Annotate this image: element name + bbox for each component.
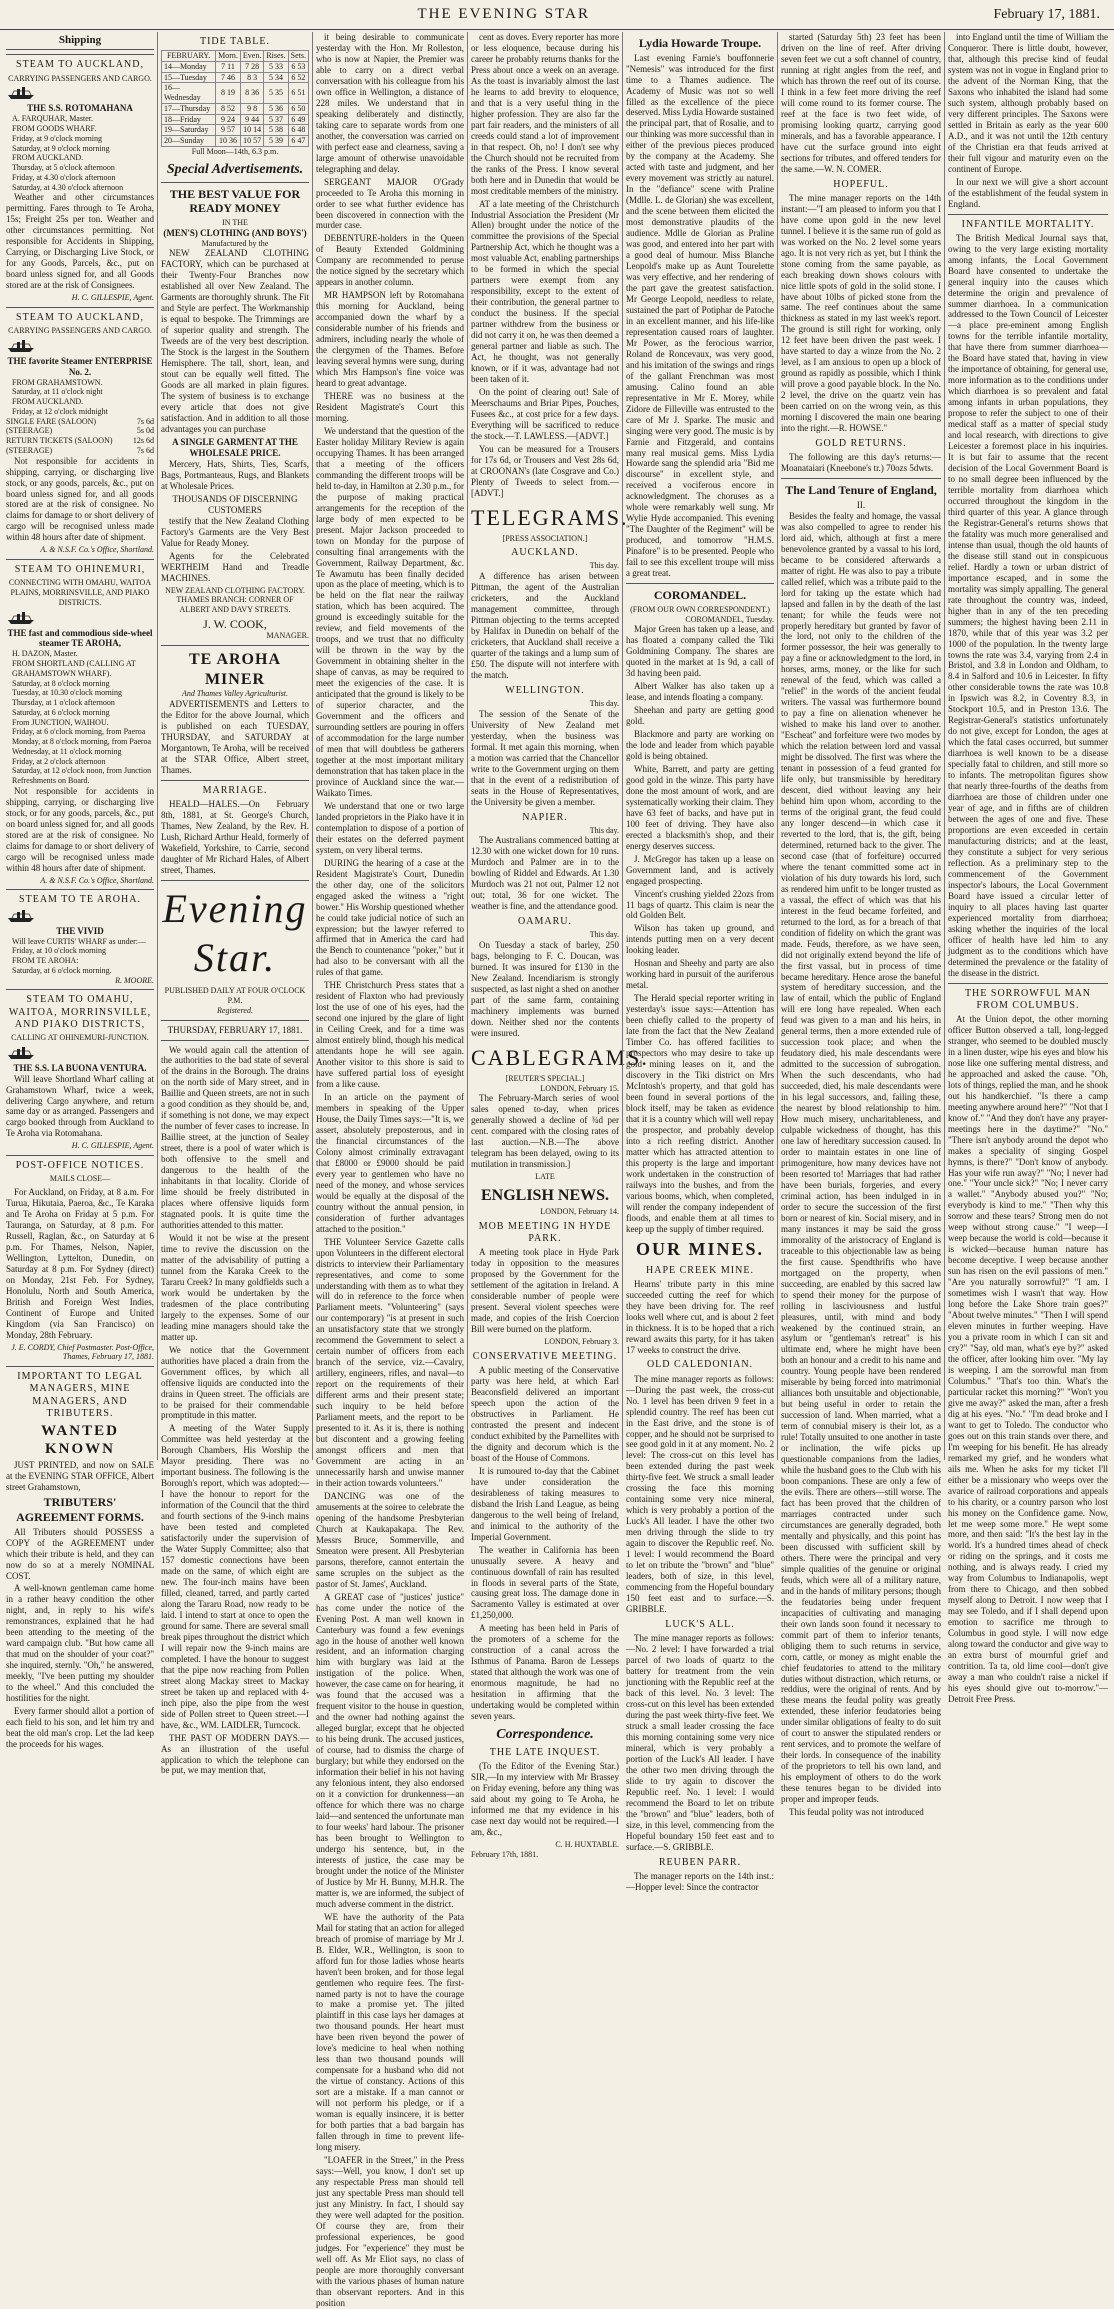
coromandel-source: (FROM OUR OWN CORRESPONDENT.): [630, 604, 770, 614]
article: The British Medical Journal says that, owing to the very large existing mortality among infants, the Local Government Board have consented to undertake the general inquiry into the causes which determine the origin and prevalence of summer diarrhoea. In a communication addressed to the Town Council of Leicester—a place pre-eminent among English towns for the terrible infantile mortality, that have there from summer diarrhoea—the Board have stated that, having in view the importance of obtaining, for general use, more information as to the conditions under which diarrhoea is so prevalent and fatal among infants in urban populations, they propose to refer the subject to one of their medical staff as a matter of special study and local research, with directions to give Leicester a foremost place in his inquiries. It is but fair to assume that the recent decision of the Local Government Board is to no small degree been influenced by the terrible mortality from diarrhoea which occurred throughout the kingdom in the third quarter of this year. A glance through the Registrar-General's returns shows that the fatality was much more generalised and intense than usual, though the old haunts of the disease still stand out in conspicuous relief. Hardly a town or urban district of importance escaped, and in some the mortality was simply appalling. The general rate throughout the country was, indeed, higher than in any of the ten preceding summers; the highest having been 2.11 in 1870, while that of this year was 3.2 per 1000 of the population. In the twenty large towns the rate was 3.4, varying from 2.4 in Bristol, and 3.8 in London and Oldham, to 8.4 in Salford and 10.6 in Leicester. In fifty other considerable towns the rate was 10.8 in Ipswich was 8.2, in Coventry 8.3, in Stockport 10.5, and in Preston 13.6. The Registrar-General's statistics unfortunately do not give, except for London, the ages at which the fatal cases occurred, but summer diarrhoea is well known to be a disease specially fatal to children, and still more so to infants. The metropolitan figures show that nearly three-fourths of the deaths from diarrhoea are those of children under one year of age, and in fifths are of children between the ages of one and five. These proportions are even exceeded in certain manufacturing districts; and at the least, they constitute a subject for very serious reflection. As a preliminary step to the commencement of the Government inspector's labours, the Local Government Board have issued a circular letter of inquiry to all places having last quarter experienced mortality from diarrhoea; asking whether the inquiries of the local officer of health have led him to any judgment as to the conditions which have determined the prevalence or the fatality of the disease in the district.: [948, 232, 1108, 978]
notice-body: For Auckland, on Friday, at 8 a.m. For Turua, Hikutaia, Paeroa, &c., Te Karaka and Te Aroha on Friday at 5 p.m. For Tauranga, on Saturday, at 8 p.m. For Russell, Raglan, &c., on Saturday at 6 p.m. For Thames, Nelson, Napier, Wellington, Lyttelton, Dunedin, on Saturday at 8 p.m. For Sydney (direct) on Monday, 21st Feb. For Sydney, Honolulu, North and South America, British and Foreign West Indies, Continent of Europe and United Kingdom (via San Francisco) on Monday, 28th February.: [6, 1187, 154, 1340]
late-label: LATE: [535, 1172, 555, 1182]
branch-address: THAMES BRANCH: CORNER OF ALBERT AND DAVY STREETS.: [176, 595, 294, 615]
tide-cell: 7 28: [240, 61, 263, 72]
section-divider: [6, 1155, 154, 1156]
notice-heading: STEAM TO TE AROHA.: [19, 894, 141, 906]
article: "LOAFER in the Street," in the Press says:—Well, you know, I don't set up any respectable Press man should tell just any spectable Press man should tell just any Ministry. In fact, I should say they were well adapted for the position. Of course they are, from their professional experiences, be good judges. For "experience" they must be well off. As Mr Eliot says, no class of people are more thoroughly conversant with the various phases of human nature than observant reporters. And in this position: [316, 2155, 464, 2308]
dateline: LONDON, February 15.: [540, 1083, 619, 1093]
schedule-line: A. FARQUHAR, Master.: [12, 114, 93, 124]
column-divider: [777, 32, 778, 1460]
dateline: This day.: [589, 825, 619, 835]
hopeful-heading: HOPEFUL.: [833, 178, 889, 190]
article: Wilson has taken up ground, and intends putting men on a very decent looking leader.: [626, 923, 774, 956]
dateline: LONDON, February 14.: [540, 1207, 619, 1217]
tide-cell: 20—Sunday: [162, 136, 216, 147]
article: Major Green has taken up a lease, and has floated a company called the Tiki Goldmining Company. The shares are quoted in the market at 1s 9d, a call of 3d having been paid.: [626, 624, 774, 679]
tide-cell: 9 24: [216, 114, 241, 125]
tide-cell: 16—Wednesday: [162, 83, 216, 104]
column-divider: [467, 32, 468, 1460]
article: into England until the time of William the Conqueror. There is little doubt, however, that, although this precise kind of feudal system was not in vogue in England prior to the advent of the Norman King, that the Saxons who inhabited the island had some such system, although probably based on very different principles. The Saxons were settled in Britain as early as the year 600 A.D., and it was not until the 12th century of the Christian era that feuds arrived at their full vigour and maturity even on the continent of Europe.: [948, 32, 1108, 174]
schedule-line: FROM SHORTLAND (CALLING AT GRAHAMSTOWN WHARF).: [12, 659, 136, 678]
article: THE Volunteer Service Gazette calls upon Volunteers in the different electoral districts to interview their Parliamentary representatives, and come to some understanding with them as to what they will do in reference to the force when Parliament meets. "Volunteering" (says our contemporary) "is at present in such an unsatisfactory state that we strongly recommend the Government to select a certain number of officers from each branch of the service, viz.—Cavalry, artillery, engineers, rifles, and naval—to report on the requirements of their different arms and their present state; such inquiry to be held before Parliament meets, and the report to be presented to it. As it is, there is nothing but discontent and a growing feeling amongst officers and men that Government are acting in an unnecessarily harsh and unwise manner in their action towards volunteers.": [316, 1236, 464, 1488]
section-divider: [6, 889, 154, 890]
vessel-name: THE S.S. LA BUONA VENTURA.: [13, 1062, 147, 1073]
notice-body: Every farmer should allot a portion of each field to his son, and let him try and beat the old man's crop. Let the lad keep the proceeds for his wages.: [6, 1706, 154, 1750]
article: The mine manager reports as follows:—During the past week, the cross-cut No. 1 level has been driven 9 feet in a splendid country. The reef has been cut in the East drive, and the stone is of copper, and he should not be surprised to see good gold in it at any moment. No. 2 level: The cross-cut on this level has been extended during the past week thirty-five feet. We struck a small leader crossing the face this morning containing some very nice mineral, which is very probably a portion of the Luck's All leader. I have the other two men driving through the slide to try again to discover the Republic reef. No. 1 level: I would recommend the Board to let on tribute the "brown" and "blue" leaders, both of size, in this level, commencing from the Hopeful boundary 150 feet east and to surface.—S. GRIBBLE.: [626, 1373, 774, 1615]
tide-cell: 10 14: [240, 125, 263, 136]
fare-price: 12s 6d: [132, 436, 154, 446]
article: Vincent's crushing yielded 22ozs from 11 bags of quartz. This claim is near the old Golden Belt.: [626, 888, 774, 921]
tide-cell: 9 44: [240, 114, 263, 125]
notice-signature: J. E. CORDY, Chief Postmaster. Post-Office, Thames, February 17, 1881.: [11, 1342, 154, 1362]
vessel-name: THE S.S. ROTOMAHANA: [27, 103, 133, 114]
schedule-line: From JUNCTION, WAIHOU.: [12, 717, 109, 727]
notice-body: Not responsible for accidents in shipping, carrying, or discharging live stock, or for any goods, parcels, &c., put on board unless signed for, and all goods stored are at the risk of consignee. No claims for damage to or short delivery of cargo will be recognised unless made within 48 hours after date of shipment.: [6, 785, 154, 873]
coromandel-heading: COROMANDEL.: [653, 588, 747, 603]
editorial-drains: We would again call the attention of the authorities to the bad state of several of the drains in the Borough. The drains on the north side of Mary street, and in Baillie and Queen streets, are not in such a good condition as they should be, and, if something is not done, we may expect the number of fever cases to increase. In Baillie street, at the junction of Sealey street, there is a pool of water which is both offensive to the smell and dangerous to the health of the inhabitants in that locality. Cloride of lime should be freely distributed in places where offensive liquids form stagnated pools. It is quite time the authorities attended to this matter.: [161, 1044, 309, 1231]
fare-row: [6, 417, 154, 427]
tide-row: [162, 103, 309, 114]
article: Last evening Farnie's bouffonnerie "Nemesis" was introduced for the first time to a Thames audience. The Academy of Music was not so well filled as the excellence of the piece deserved. Miss Lydia Howarde sustained the principal part, that of Rosalie, and to our thinking was more successful than in either of the previous pieces produced by the company at the Academy. She acted with taste and judgment, and her every movement was strictly au naturel. In the "defiance" scene with Praline (Mdlle. L. de Glorian) she was excellent, and the scene between them elicited the most demonstrative plaudits of the audience. Mdlle de Glorian as Praline was good, and entered into her part with a good deal of humour. Miss Blanche Leopold's make up as Aunt Tourelette was very effective, and her rendering of the part gave the greatest satisfaction. Mr George Leopold, needless to relate, sustained the part of Potiphar de Patoche in an excellent manner, and his life-like representation caused roars of laughter. Mr Power, as the ferocious warrior, Roland de Roncevaux, was very good, and his imitation of the swings and rings of the gallant Frenchman was most amusing. Calino found an able representative in Mr E. Morey, while Zidore de Filleville was entrusted to the care of Mr J. Sparke. The music and singing were very good. The music is by Farnie and Fitzgerald, and contains many real musical gems. Miss Lydia Howarde sang the splendid aria "Bid me discourse" in excellent style, and received a vociferous encore in acknowledgment. The choruses as a whole were remarkably well sung. Mr Wylie Hyde accompanied. This evening "The Daughter of the Regiment" will be produced, and tomorrow "H.M.S. Pinafore" is to be presented. People who fail to see this excellent troupe will miss a great treat.: [626, 52, 774, 579]
column-3: [316, 32, 464, 2308]
miner-body: ADVERTISEMENTS and Letters to the Editor for the above Journal, which is published on each TUESDAY, THURSDAY, and SATURDAY at Morgantown, Te Aroha, will be received at the STAR Office, Albert street, Thames.: [161, 698, 309, 775]
article: We understand that one or two large landed proprietors in the Piako have it in contemplation to dispose of a portion of their estates on the deferred payment system, on very liberal terms.: [316, 800, 464, 855]
correspondence-heading: Correspondence.: [496, 1727, 594, 1743]
schedule-line: FROM TE AROHA:: [12, 956, 79, 966]
tide-cell: 15—Tuesday: [162, 72, 216, 83]
notice-subheading: CALLING AT OHINEMURI-JUNCTION.: [11, 1032, 149, 1042]
dateline: This day.: [589, 561, 619, 571]
schedule-line: Monday, at 8 o'clock morning, from Paeroa: [12, 737, 152, 747]
article: This feudal polity was not introduced: [789, 1807, 924, 1818]
notice-signature: H. C. GILLESPIE, Agent.: [71, 293, 154, 302]
article: Sheehan and party are getting good gold.: [626, 705, 774, 726]
fare-row: [6, 446, 154, 456]
shipping-heading: Shipping: [6, 34, 154, 50]
tide-cell: 14—Monday: [162, 61, 216, 72]
schedule-line: Saturday, at 6 o'clock morning.: [12, 965, 112, 975]
sorrowful-man-heading: THE SORROWFUL MAN FROM COLUMBUS.: [964, 987, 1092, 1011]
tide-cell: 18—Friday: [162, 114, 216, 125]
fare-row: [6, 426, 154, 436]
tide-cell: 19—Saturday: [162, 125, 216, 136]
article: THERE was no business at the Resident Magistrate's Court this morning.: [316, 391, 464, 423]
tide-cell: 7 11: [216, 61, 241, 72]
mob-meeting-heading: MOB MEETING IN HYDE PARK.: [478, 1221, 612, 1245]
article: Hearns' tribute party in this mine succeeded cutting the reef for which they have been driving for. The reef looks well where cut, and is about 2 feet in thickness. It is to be hoped that a rich reward awaits this party, for it has taken 17 weeks to construct the drive.: [626, 1278, 774, 1355]
article: AT a late meeting of the Christchurch Industrial Association the President (Mr Allen) brought under the notice of the committee the provisions of the Special Partnership Act, which he thought was a most valuable Act, enabling partnerships to be formed in which the special partners were exempt from any responsibility, except to the extent of their contribution, the general partner to conduct the business. If the special partner withdrew from the business or did not carry it on, he was then deemed a general partner and liable as such. The Act, he thought, was not generally known, or if it was, advantage had not been taken of it.: [471, 198, 619, 385]
cablegrams-source: [REUTER'S SPECIAL.]: [505, 1073, 585, 1083]
editorial-government: We notice that the Government authorities have placed a drain from the Government offices, by which all offensive liquids are conducted into the drains in Queen street. The officials are to be praised for their commendable promptitude in this matter.: [161, 1344, 309, 1421]
article: Blackmore and party are working on the lode and leader from which payable gold is being obtained.: [626, 728, 774, 761]
tide-row: [162, 72, 309, 83]
tide-cell: 5 38: [264, 125, 288, 136]
english-news-heading: ENGLISH NEWS.: [480, 1186, 610, 1204]
article: At the Union depot, the other morning officer Button observed a tall, long-legged stranger, who seemed to be doubled muscly in a linen duster, wipe his eyes and blow his nose like one suffering mental distress, and he approached and asked the cause. "Oh, lots of things, replied the man, and he shook out his handkerchief. "Is there a camp meeting anywhere around here?" "Not that I know of." "And they don't have any prayer-meetings here in the daytime?" "No." "There isn't anybody around the depot who makes a speciality of singing Gospel hymns, is there?" "Don't know of anybody. Has your wife run away?" "No; I never had one." "Your uncle sick?" "No; I never carry a wallet." "Anybody abused you?" "No; everybody is kind to me." "Then why this sorrow and these tears? Strong men do not weep without strong cause." "I weep—I weep because the world is cold—because it is wicked—because human nature has become deceptive. I weep because another sun has risen on the evil passions of men." "Are you naturally sorrowful?" "I am. I sometimes wish I wasn't that way. How long before the Lake Shore train goes?" "About twelve minutes." "Then I will spend eleven minutes in further weeping. Have you a private room in which I can sit and cry?" "Say, old man, what's eye by?" asked the officer, after looking him over. "My lay is weeping. I am the sorrowful man from Columbus." "That's too thin. What's the particular racket this morning?" "Won't you give me away?" asked the man, after a fresh dig at his eyes. "No." "I'm dead broke and I want to get to Toledo. The conductor who goes out on this train stands over there, and I'm weeping for his benefit. He has already remarked my grief, and he wonders what ails me. When he asks for my ticket I'll either be a missionary who weeps over the avarice of railroad corporations and appeals to his charity, or a country parson who lost his money on the Confidence game. Now, let me weep some more." He wept some more, and then said: "It's the best lay in the world. It's a hundred times ahead of check or riding on the springs, and it costs me nothing, and is always ready. I cried my way from Columbus to Indianapolis, wept from there to Chicago, and then sobbed myself along to Detroit. I now weep that I may see Toledo, and if I shall depend upon emotion to sacrifice me through to Columbus in good style. I will now edge along toward the conductor and give way to an extra burst of mournful grief and contrition. Ta ta, old lime cool—don't give away a man who couldn't raise a nickel if his eyes should give out to-morrow."—Detroit Free Press.: [948, 1013, 1108, 1704]
article: A GREAT case of "justices' justice" has come under the notice of the Evening Post. A man well known in Canterbury was found a few evenings ago in the house of another well known resident, and an information charging him with burglary was laid at the instigation of the police. When, however, the case came on for hearing, it was found that the accused was a frequent visitor to the house in question, and the owner had nothing against the alleged burglar, except that he objected to his being drunk. The accused justices, of course, had to dismiss the charge of burglary; but while they endorsed on the information their belief in his not having any felonious intent, they also endorsed on it a conviction for drunkenness—an offence for which there was no charge laid—and sentenced the unfortunate man to four weeks' hard labour. The prisoner has been brought to Wellington to undergo his sentence, but, in the interests of justice, the case may be brought under the notice of the Minister of Justice by Mr H. Bunny, M.H.R. The matter is, we are informed, the subject of much adverse comment in the district.: [316, 1591, 464, 1909]
schedule-line: Friday, at 10 o'clock morning: [12, 946, 107, 956]
troupe-heading: Lydia Howarde Troupe.: [638, 36, 762, 50]
tide-cell: 8 19: [216, 83, 241, 104]
schedule-line: Friday, at 12 o'clock midnight: [12, 406, 108, 416]
article: White, Barrett, and party are getting good gold in the winze. This party have done the most amount of work, and are systematically working their claim. They have 63 feet of backs, and have put in 100 feet of driving. They have also erected a blacksmith's shop, and their energy deserves success.: [626, 763, 774, 851]
notice-subheading: MAILS CLOSE—: [49, 1174, 111, 1184]
schedule-line: Saturday, at 8 o'clock morning: [12, 678, 110, 688]
land-tenure-part: II.: [856, 499, 866, 510]
marriage-notice: HEALD—HALES.—On February 8th, 1881, at St. George's Church, Thames, New Zealand, by the Rev. H. Lush, Richard Arthur Heald, formerly of Wakefield, Yorkshire, to Carrie, second daughter of Mr Richard Hales, of Albert street, Thames.: [161, 798, 309, 875]
tide-row: [162, 61, 309, 72]
fare-label: (STEERAGE): [6, 426, 53, 436]
tide-cell: 5 39: [264, 136, 288, 147]
column-4: [471, 32, 649, 1859]
star-published: PUBLISHED DAILY AT FOUR O'CLOCK P.M.: [164, 986, 306, 1006]
tide-header-cell: Rises.: [264, 51, 288, 62]
fare-price: 5s 0d: [136, 426, 154, 436]
article: The weather in California has been unusually severe. A heavy and continuous downfall of rain has resulted in floods in several parts of the State, causing great loss. The damage done in Sacramento Valley is estimated at over £1,250,000.: [471, 1544, 619, 1621]
article: We understand that the question of the Easter holiday Military Review is again occupying Thames. It has been arranged that a meeting of the officers commanding the different troops will be held to-day, in Hamilton at 2.30 p.m., for the purpose of making practical arrangements for the reception of the large body of men expected to be present. Major Jackson proceeded to town on Monday for the purpose of consulting final arrangements with the Government, Railway Department, &c. Te Awamutu has been finally decided upon as the place of meeting, which is to be held on the flat near the railway station, which has been acquired. The ground is exceedingly suitable for the review, and field movements of the troops, and we trust that no difficulty will be thrown in the way by the Government in obtaining shelter in the shape of canvas, as may be required to meet the exigencies of the case. It is anticipated that the ground is likely to be of superior character, and the Government and the officers and surrounding settlers are pouring in offers of accommodation for the large number of men that will doubtless be gatherers together at the most important military demonstration that has taken place in the province of Auckland since the war.—Waikato Times.: [316, 425, 464, 798]
section-divider: [6, 1366, 154, 1367]
clothing-ad-single: A SINGLE GARMENT AT THE WHOLESALE PRICE.: [172, 436, 298, 458]
schedule-line: Friday, at 4.30 o'clock afternoon: [12, 172, 116, 182]
article: In an article on the payment of members in speaking of the Upper House, the Daily Times says:—"It is, we assert, absolutely preposterous, and in the financial circumstances of the Colony almost criminally extravagant that £8000 or £9000 should be paid every year to gentlemen who have no need of the money, and whose services would be equally at the disposal of the country without the annual pension, in consideration of further advantages attached to the position.": [316, 1092, 464, 1234]
tide-cell: 6 50: [288, 103, 308, 114]
tributers-forms-heading: TRIBUTERS' AGREEMENT FORMS.: [16, 1495, 144, 1524]
fare-row: [6, 436, 154, 446]
napier-heading: NAPIER.: [522, 811, 568, 823]
conservative-heading: CONSERVATIVE MEETING.: [472, 1350, 618, 1362]
article: cent as doves. Every reporter has more or less eloquence, because during his career he probably returns thanks for the Press about once a week on an average. As the toast is invariably almost the last he learns to add brevity to eloquence, and that is a very useful thing in the higher profession. They are also far the part fair readers, and the ministers of all creeds could stand a lot of improvement in that respect. Oh, no! I don't see why the Church should not be recruited from the ranks of the Press. I know several both here and in Dunedin that would be most creditable members of the ministry.: [471, 32, 619, 196]
article: started (Saturday 5th) 23 feet has been driven on the line of reef. After driving seven feet we cut a soft channel of country, running at right angles from the reef, and which has thrown the reef out of its course. I think in a few feet more driving the reef will come round to its former course. The reef at the face is two feet wide, of promising looking quartz, carrying good minerals, and has a favorable appearance. I have cut the surface ground into eight sections for tributes, and offered tenders for the same.—W. N. COMER.: [781, 32, 941, 174]
section-divider: [6, 559, 154, 560]
steamship-icon: [6, 345, 36, 355]
column-2: [161, 32, 309, 1776]
schedule-line: Thursday, at 1 o'clock afternoon: [12, 698, 115, 708]
tide-cell: 6 49: [288, 114, 308, 125]
clothing-ad-heading: THE BEST VALUE FOR READY MONEY: [169, 186, 301, 216]
schedule-line: H. DAZON, Master.: [12, 649, 78, 659]
schedule-line: Thursday, at 5 o'clock afternoon: [12, 163, 115, 173]
tide-cell: 17—Thursday: [162, 103, 216, 114]
star-registered: Registered.: [217, 1005, 253, 1015]
tide-cell: 6 48: [288, 125, 308, 136]
fare-price: 7s 6d: [136, 445, 154, 455]
steamship-icon: [6, 617, 36, 627]
article: The following are this day's returns:—Moanataiari (Kneebone's tr.) 70ozs 5dwts.: [781, 452, 941, 474]
steamship-icon: [6, 1052, 36, 1062]
notice-body: Weather and other circumstances permitting. Fares through to Te Aroha, 15s; Freight 25s per ton. Weather and other circumstances permitting. Not responsible for Accidents in Shipping, Carrying, or Discharging Live Stock, or for any Goods, Parcels, &c., put on board unless signed for, and all Goods stored are at the risk of Consignees.: [6, 192, 154, 291]
schedule-line: Wednesday, at 11 o'clock morning: [12, 746, 122, 756]
tide-cell: 5 37: [264, 114, 288, 125]
tide-cell: 10 36: [216, 136, 241, 147]
notice-signature: A. & N.S.F. Co.'s Office, Shortland.: [40, 875, 154, 885]
column-5: [626, 32, 774, 1892]
editorial-telephone: THE PAST OF MODERN DAYS.—As an illustration of the useful application to which the telephone can be put, we may mention that,: [161, 1732, 309, 1776]
masthead: [0, 0, 1114, 30]
tide-cell: 10 57: [240, 136, 263, 147]
tide-cell: 9 57: [216, 125, 241, 136]
article: You can be measured for a Trousers for 17s 6d, or Trousers and Vest 28s 6d, at CROONAN's (late Cosgrave and Co.) Plenty of Tweeds to select from.—[ADVT.]: [471, 443, 619, 498]
article: Besides the fealty and homage, the vassal was also compelled to agree to render his lord aid, which, although at first a mere benevolence granted by a vassal to his lord, became to be considered afterwards a matter of right. He was also to pay a tribute called relief, which was a tribute paid to the lord for taking up the estate which had lapsed and fallen in by the death of the last tenant; for while the feuds were not properly hereditary but granted by favor of the lord, not only to the children of the former possessor, the heir was generally to pay a fine or acknowledgment to the lord, in horses, arms, money, or the like for such renewal of the feud, which was called a "relief" in the words of the ancient feudal writers. The vassal was furthermore bound to pay a fine on alienation whenever he wished to make his land over to another. "Escheat" and forfeiture were two modes by which the relation between lord and vassal might be dissolved. The first was where the tenant in possession of a feud granted for life only, but transmissible by hereditary descent, died without leaving any heir behind him upon whom, according to the terms of the original grant, the feud could any longer descend—in which case it reverted to the lord, that is, the gift, being determined, returned back to the giver. The second case (that of forfeiture) occurred where the tenant committed some act in violation of his duty towards his lord, such as rendered him unfit to be longer trusted as a vassal, the effect of which was that his interest in the feud became forfeited, and returned to the lord, as for a breach of that condition of fidelity on which the grant was made. Feuds, therefore, as we have seen, did not originally extend beyond the life of the first vassal, but in process of time became hereditary. Hence arose the baneful system of hereditary succession, and the law of entail, which the public of England will ere long have repealed. When each feud was given to a man and his heirs, in general terms, then a more extended rule of succession took place; and when the feudatory died, his male descendants were admitted to the succession of subrogation. When the such descendants, who had succeeded, died, his male descendants were in his legal successors, and, failing these, the nearest by blood relationship to him. How much misery, uncharitableness, and culpable wickedness of thought, has this one law of hereditary succession caused. In order to maintain estates in one line of primogeniture, how many devices have not been resorted to! Marriages that had rather have been burials, forgeries, and every criminal action, has been indulged in in order to secure the succession of the first born or nearest of kin. Social misery, and in many instances it may be said the gross immorality of the aristocracy of England is traceable to this objectionable law as being the first cause. Spendthrifts who have mortgaged on the property, when succeeding, are enabled by this sacred law to spend their money for the purpose of rolling in lasciviousness and lustful pleasures, until, with mind and body weakened by the continued strain, an asylum or "gentleman's retreat" is his ultimate end, where he might have been both an honour and a credit to his name and country. Young people have been rendered miserable by being forced into matrimonial alliances both unsuitable and objectionable, but being useful in order to retain the succession of land. When married, what a term of connubial misery is their lot, as a rule! Totally unsuited to one another in taste or inclination, the wife picks up questionable companions from the ladies, while the husband goes to the Club with his boon companions. These are only a few of the evils. There are others—still worse. The fact has been proved that the children of marriages contracted under such circumstances are generally degraded, both mentally and physically, and this point has been discussed with sufficient skill by others. There were the principal and very simple qualities of the genuine or original feuds, which were all of a military nature, and in the hands of military persons; though the feudatories being under frequent incapacities of cultivating and managing their own lands soon found it necessary to commit part of them to inferior tenants, obliging them to such returns in service, corn, cattle, or money as might enable the chief feudatories to attend to the military duties without distraction, which returns, or reddius, were the original of rents. And by these means the feudal polity was greatly extended, these inferior feudatories being under similar obligations of fealty to do suit of court to answer the stipulated renders or rent services, and to promote the welfare of their lords. In consequence of the inability of the proprietors to tell his own land, and his employment of others to do the work these tenures began to be divided into proper and improper feuds.: [781, 510, 941, 1805]
article: DEBENTURE-holders in the Queen of Beauty Extended Goldmining Company are recommended to peruse the notice signed by the secretary which appears in another column.: [316, 233, 464, 288]
clothing-ad-manufactured: Manufactured by the: [201, 238, 269, 248]
notice-body: Not responsible for accidents in shipping, carrying, or discharging live stock, or any goods, parcels, &c., put on board unless signed for, and all goods stored are at the risk of consignee. No claims for damage to or short delivery of cargo will be recognised unless made within 48 hours after date of shipment.: [6, 455, 154, 543]
notice-heading: POST-OFFICE NOTICES.: [15, 1160, 145, 1172]
schedule-line: Saturday, at 12 o'clock noon, from Junction: [12, 766, 152, 776]
article: DANCING was one of the amusements at the soiree to celebrate the opening of the handsome Presbyterian Church at Kaukapakapa. The Rev. Messrs Bruce, Sommerville, and Smeaton were present. All Presbyterian parsons, therefore, cannot entertain the same scruples on the subject as the pastor of St. James', Auckland.: [316, 1490, 464, 1589]
reuben-parr-heading: REUBEN PARR.: [658, 1856, 742, 1868]
tide-table: [161, 50, 309, 147]
letter: (To the Editor of the Evening Star.) SIR,—In my interview with Mr Brassey on Friday evening, before any thing was said about my going to Te Aroha, he informed me that my evidence in his case next day would not be required.—I am, &c.,: [471, 1761, 619, 1838]
article: The Herald special reporter writing in yesterday's issue says:—Attention has been chiefly called to the property of late from the fact that the New Zealand Timber Co. has offered facilities to prospectors who may desire to take up gold mining leases on it, and the discovery in the Tiki district on Mrs McIntosh's property, and that gold has been found in several portions of the block itself, may be taken as evidence that it is a country which will well repay the prospector, and probably develop into a rich reefing district. Another matter which has attracted attention to this property is the large and important work undertaken in the construction of railways into the bushes, and from the various booms, which, when completed, will render the company independent of floods, and enable them at all times to keep up the supply of timber required.: [626, 993, 774, 1234]
miner-title: TE AROHA MINER: [188, 651, 281, 688]
fare-price: 7s 6d: [136, 416, 154, 426]
schedule-line: Refreshments on Board.: [12, 776, 90, 786]
letter-signature: C. H. HUXTABLE.: [555, 1840, 619, 1850]
clothing-ad-body: NEW ZEALAND CLOTHING FACTORY, which can be purchased at their Twenty-Four Branches now established all over New Zealand. The Garments are thoroughly shrunk. The Fit and Style are perfect. The Workmanship is equal to bespoke. The Trimmings are of superior quality and strength. The Tweeds are of the very best description. The Stock is the largest in the Southern Hemisphere. The tall, short, lean, and stout can be equally well fitted. The Goods are all marked in plain figures. The system of business is to exchange every article that does not give satisfaction. And in addition to all those advantages you can purchase: [161, 248, 309, 434]
special-ads-heading: Special Advertisements.: [166, 161, 304, 177]
oamaru-heading: OAMARU.: [518, 916, 572, 928]
evening-star-title: Evening Star.: [162, 885, 308, 980]
article: On Tuesday a stack of barley, 250 bags, belonging to F. C. Doucan, was burned. It was insured for £130 in the New Zealand. Incendiarism is strongly suspected, as last night a shed on another part of the same farm, containing machinery implements was burned down. Neither shed nor the contents were insured.: [471, 940, 619, 1038]
article: A meeting has been held in Paris of the promoters of a scheme for the construction of a canal across the Isthmus of Panama. Baron de Lesseps stated that although the work was one of enormous magnitude, he had no hesitation in affirming that the undertaking would be completed within seven years.: [471, 1623, 619, 1722]
column-6: [781, 32, 941, 1818]
newspaper-title: THE EVENING STAR: [417, 6, 590, 22]
column-7: [948, 32, 1108, 1704]
column-shipping: [6, 32, 154, 1750]
schedule-line: Friday, at 2 o'clock afternoon: [12, 756, 106, 766]
telegrams-source: [PRESS ASSOCIATION.]: [502, 533, 588, 543]
tide-cell: 5 34: [264, 72, 288, 83]
dateline: This day.: [589, 930, 619, 940]
schedule-line: Saturday, at 6 o'clock morning: [12, 707, 110, 717]
notice-heading: IMPORTANT TO LEGAL MANAGERS, MINE MANAGERS, AND TRIBUTERS.: [17, 1371, 143, 1419]
tide-cell: 5 33: [264, 61, 288, 72]
hape-creek-heading: HAPE CREEK MINE.: [646, 1264, 754, 1276]
article: The Australians commenced batting at 12.30 with one wicket down for 10 runs. Murdoch and Palmer are in to the bowling of Riddel and Edwards. At 1.30 Murdoch was 21 not out, Palmer 12 not out; total, 36 for one wicket. The weather is fine, and the attendance good.: [471, 835, 619, 912]
old-caledonian-heading: OLD CALEDONIAN.: [646, 1359, 754, 1371]
tide-cell: 5 36: [264, 103, 288, 114]
issue-date: THURSDAY, FEBRUARY 17, 1881.: [167, 1024, 303, 1035]
wellington-heading: WELLINGTON.: [505, 684, 585, 696]
dateline: This day.: [589, 699, 619, 709]
clothing-ad-thousands: THOUSANDS OF DISCERNING CUSTOMERS: [172, 493, 298, 515]
article: Albert Walker has also taken up a lease, and intends floating a company.: [626, 681, 774, 703]
tide-cell: 8 3: [240, 72, 263, 83]
schedule-line: FROM GOODS WHARF.: [12, 124, 97, 134]
notice-signature: H. C. GILLESPIE, Agent.: [71, 1141, 154, 1151]
schedule-line: FROM AUCKLAND.: [12, 153, 84, 163]
tide-cell: 8 52: [216, 103, 241, 114]
section-divider: [6, 54, 154, 55]
vessel-name: THE fast and commodious side-wheel steamer TE AROHA,: [7, 627, 153, 649]
notice-heading: STEAM TO OMAHU, WAITOA, MORRINSVILLE, AND PIAKO DISTRICTS,: [8, 994, 152, 1030]
tide-row: [162, 136, 309, 147]
editorial-tunnel: Would it not be wise at the present time to revive the discussion on the matter of the advisability of putting a tunnel from the Karaka Creek to the Tararu Creek? In many goldfields such a work would be undertaken by the tradesmen of the place contributing largely to the expenses. Some of our leading mine managers should take the matter up.: [161, 1232, 309, 1342]
auckland-heading: AUCKLAND.: [511, 547, 579, 559]
fare-label: SINGLE FARE (SALOON): [6, 416, 97, 426]
manager-title: MANAGER.: [266, 631, 309, 641]
schedule-line: FROM AUCKLAND.: [12, 397, 84, 407]
schedule-line: FROM GRAHAMSTOWN.: [12, 377, 103, 387]
telegrams-heading: TELEGRAMS.: [471, 504, 629, 530]
notice-body: A well-known gentleman came home in a rather heavy condition the other night, and, in reply to his wife's remonstrances, explained that he had been attending to the meeting of the ward campaign club. "But how came all that mud on the shoulder of your coat?" she inquired, sternly. "Oh," he answered, meekly, "I've been putting my shoulder to the wheel." And this concluded the hostilities for the night.: [6, 1583, 154, 1704]
article: On the point of clearing out! Sale of Meerschaums and Briar Pipes, Pouches, Fusees &c., at cost price for a few days. Everything will be sacrificed to reduce the stock.—T. LAWLESS.—[ADVT.]: [471, 387, 619, 441]
clothing-ad-subheading: (MEN'S) CLOTHING (AND BOYS'): [163, 227, 307, 238]
clothing-ad-mercery: Mercery, Hats, Shirts, Ties, Scarfs, Bags, Portmanteaus, Rugs, and Blankets at Wholesale Prices.: [161, 458, 309, 491]
tide-header-cell: Morn.: [216, 51, 241, 62]
land-tenure-heading: The Land Tenure of England,: [785, 483, 937, 498]
notice-heading: STEAM TO OHINEMURI,: [14, 564, 146, 576]
article: Hosnan and Sheehy and party are also working hard in pursuit of the auriferous metal.: [626, 958, 774, 991]
article: MR HAMPSON left by Rotomahana this morning for Auckland, being accompanied down the wharf by a considerable number of his friends and admirers, including nearly the whole of the clergymen of the Thames. Before leaving several hymns were sung, during which Mrs Hampson's fine voice was heard to great advantage.: [316, 290, 464, 389]
tide-cell: 5 35: [264, 83, 288, 104]
notice-subheading: CONNECTING WITH OMAHU, WAITOA PLAINS, MORRINSVILLE, AND PIAKO DISTRICTS.: [8, 578, 152, 607]
column-divider: [312, 32, 313, 1460]
column-divider: [944, 32, 945, 1460]
marriage-heading: MARRIAGE.: [202, 784, 268, 796]
tide-row: [162, 83, 309, 104]
inquest-heading: THE LATE INQUEST.: [489, 1747, 601, 1759]
notice-signature: A. & N.S.F. Co.'s Office, Shortland.: [40, 545, 154, 555]
schedule-line: Friday, at 6 o'clock morning, from Paeroa: [12, 727, 146, 737]
cablegrams-heading: CABLEGRAMS.: [471, 1044, 649, 1070]
editorial-water: A meeting of the Water Supply Committee was held yesterday at the Borough Chambers, His Worship the Mayor presiding. There was no important business. The following is the Borough's report, which was adopted:— I have the honour to report for the information of the Council that the third and fourth sections of the 9-inch mains have been tested and completed satisfactorily under the supervision of the Water Supply Committee; also that 157 domestic connections have been made on the same, of which eight are new. The four-inch mains have been filled, cleaned, tarred, and partly carted along the Tararu Road, now ready to be laid. I intend to start at once to open the ground for same. There are several small break pipes throughout the district which I will repair now the 9-inch mains are completed. I have the honour to suggest that the pipe now reaching from Pollen street along Mackay street to Mackay street be taken up and replaced with 4-inch pipe, also the pipe from the west side of Pollen street to Queen street.—I have, &c., WM. LAIDLER, Turncock.: [161, 1423, 309, 1730]
article: The session of the Senate of the University of New Zealand met yesterday, when the business was formal. It met again this morning, when a motion was carried that the Chancellor write to the Government urging on them that in the event of a redistribution of seats in the House of Representatives, the University be given a member.: [471, 708, 619, 807]
tide-cell: 9 8: [240, 103, 263, 114]
section-divider: [6, 989, 154, 990]
infantile-heading: INFANTILE MORTALITY.: [961, 218, 1095, 230]
gold-returns-heading: GOLD RETURNS.: [815, 438, 907, 450]
article: The manager reports on the 14th inst.:—Hopper level: Since the contractor: [626, 1870, 774, 1892]
article: The mine manager reports on the 14th instant:—"I am pleased to inform you that I have come upon gold in the new level tunnel. I believe it is the same run of gold as was worked on the No. 2 level some years ago. It is not very rich as yet, but I think the stone coming from the same payable, as each breaking down shows colours with nice little spots of gold in the solid stone. I have about 10lbs of picked stone from the same. The reef continues about the same thickness as stated in my last week's report. The ground is still right for working, only 12 feet have been driven the past week. I have started to day a winze from the No. 2 level, as I am anxious to open up a block of ground as rapidly as possible, which I think will prove a good payable block. In the No. 2 level, the drive on the quartz vein has been carried on on the wrong vein, as this morning I discovered the main one bearing into the right.—R. HOWSE.": [781, 192, 941, 434]
schedule-line: Friday, at 9 o'clock morning: [12, 133, 103, 143]
notice-heading: STEAM TO AUCKLAND,: [16, 59, 144, 71]
fare-label: (STEERAGE): [6, 445, 53, 455]
tide-cell: 6 51: [288, 83, 308, 104]
notice-body: Will leave Shortland Wharf calling at Grahamstown Wharf, twice a week, delivering Cargo anywhere, and return same day or as arranged. Passengers and cargo booked through from Auckland to Te Aroha via Rotomahana.: [6, 1073, 154, 1139]
column-divider: [157, 32, 158, 1460]
manager-name: J. W. COOK,: [203, 616, 267, 631]
schedule-line: Will leave CURTIS' WHARF as under:—: [12, 936, 147, 946]
dateline: COROMANDEL, Tuesday.: [685, 614, 774, 624]
article: it being desirable to communicate yesterday with the Hon. Mr Rolleston, who is now at Napier, the Premier was able to carry on a direct verbal conversation with his colleague from his own office in Wellington, a distance of 228 miles. We understand that in speaking deliberately and distinctly, taking care to separate words from one another, the conversation was carried on with perfect ease and clearness, saving a large amount of otherwise unavoidable telegraphing and delay.: [316, 32, 464, 174]
lucks-all-heading: LUCK'S ALL.: [665, 1618, 735, 1630]
wanted-known-heading: WANTED KNOWN: [41, 1422, 119, 1458]
tide-note: Full Moon—14th, 6.3 p.m.: [191, 146, 279, 156]
vessel-name: THE VIVID: [56, 925, 104, 936]
tide-cell: 8 36: [240, 83, 263, 104]
notice-subheading: CARRYING PASSENGERS AND CARGO.: [8, 73, 152, 83]
masthead-date: February 17, 1881.: [993, 6, 1100, 22]
our-mines-heading: OUR MINES.: [635, 1238, 764, 1259]
tide-row: [162, 114, 309, 125]
article: SERGEANT MAJOR O'Grady proceeded to Te Aroha this morning in order to see what further evidence has been discovered in connection with the murder case.: [316, 176, 464, 231]
article: WE have the authority of the Pata Mail for stating that an action for alleged breach of promise of marriage by Mr J. B. Elder, W.R., Wellington, is soon to afford fun for those ladies whose hearts haven't been broken, and for those legal gentlemen who require fees. The first-named party is not to have the courage to make a promise yet. The jilted plaintiff in this case lays her damages at two thousand pounds. Her heart must have been riven beyond the power of love's medicine to heal when nothing less than two thousand pounds will compensate for a husband who did not the virtue of constancy. Actions of this sort are a mistake. If a man cannot or will not perform his pledge, or if a woman is equally insincere, it is better for both parties that a bad bargain has fallen through in time to prevent life-long misery.: [316, 1911, 464, 2153]
tide-cell: 6 47: [288, 136, 308, 147]
tide-header-cell: Sets.: [288, 51, 308, 62]
column-divider: [622, 32, 623, 1460]
miner-subtitle: And Thames Valley Agriculturist.: [181, 689, 289, 699]
clothing-ad-in: IN THE: [222, 218, 248, 228]
tide-cell: 6 53: [288, 61, 308, 72]
notice-heading: STEAM TO AUCKLAND,: [16, 311, 144, 323]
factory-name: NEW ZEALAND CLOTHING FACTORY.: [165, 585, 305, 595]
notice-body: All Tributers should POSSESS a COPY of the AGREEMENT under which their tribute is held, and they can now do so at a merely NOMINAL COST.: [6, 1526, 154, 1581]
schedule-line: Saturday, at 4.30 o'clock afternoon: [12, 182, 124, 192]
article: J. McGregor has taken up a lease on Government land, and is actively engaged prospecting.: [626, 853, 774, 886]
article: A meeting took place in Hyde Park today in opposition to the measures proposed by the Government for the settlement of the agitation in Ireland. A considerable number of people were present. Several violent speeches were made, and copies of the Irish Coercion Bill were burned on the platform.: [471, 1247, 619, 1335]
tide-cell: 7 46: [216, 72, 241, 83]
tide-row: [162, 125, 309, 136]
article: DURING the hearing of a case at the Resident Magistrate's Court, Dunedin the other day, one of the solicitors engaged asked the witness a "right bower." His Worship questioned whether he could take judicial notice of such an expression; but the lawyer referred to affirmed that in America the card had the Bench to countenance "poker," but it had also to be conversant with all the rules of that game.: [316, 857, 464, 978]
steamship-icon: [6, 92, 36, 102]
notice-body: JUST PRINTED, and now on SALE at the EVENING STAR OFFICE, Albert street Grahamstown,: [6, 1460, 154, 1493]
letter-date: February 17th, 1881.: [471, 1849, 539, 1859]
fare-label: RETURN TICKETS (SALOON): [6, 436, 113, 446]
tide-header-cell: FEBRUARY.: [162, 51, 216, 62]
tide-title: TIDE TABLE.: [199, 36, 270, 47]
article: A public meeting of the Conservative party was here held, at which Earl Beaconsfield delivered an important speech upon the action of the obstructives in Parliament. He contrasted the present and indecent conduct exhibited by the Parnellites with the dignity and decorum which is the boast of the House of Commons.: [471, 1365, 619, 1463]
article: It is rumoured to-day that the Cabinet have under consideration the desirableness of taking measures to disband the Irish Land League, as being dangerous to the well being of Ireland, and inimical to the authority of the Imperial Government.: [471, 1465, 619, 1542]
section-divider: [6, 307, 154, 308]
notice-signature: R. MOORE.: [115, 975, 154, 985]
article: The February-March series of wool sales opened to-day, when prices generally showed a decline of ¾d per cent. compared with the closing rates of last auction.—N.B.—The above telegram has been delayed, owing to its mutilation in transmission.]: [471, 1093, 619, 1170]
schedule-line: Saturday, at 9 o'clock morning: [12, 143, 110, 153]
article: The mine manager reports as follows:—No. 2 level: I have forwarded a trial parcel of two loads of quartz to the battery for treatment from the vein junctioning with the Republic reef at the back of this level. No. 3 level: The cross-cut on this level has been extended during the past week thirty-five feet. We struck a small leader crossing the face this morning containing some very nice mineral, which is very probably a portion of the Luck's All leader. I have the other two men driving through the slide to try again to discover the Republic reef. No. 1 level: I would recommend the Board to let on tribute the "brown" and "blue" leaders, both of size, in this level, commencing from the Hopeful boundary 150 feet east and to surface.—S. GRIBBLE.: [626, 1633, 774, 1852]
clothing-ad-testify: testify that the New Zealand Clothing Factory's Garments are the Very Best Value for Ready Money.: [161, 515, 309, 548]
steamship-icon: [6, 915, 36, 925]
notice-subheading: CARRYING PASSENGERS AND CARGO.: [8, 325, 152, 335]
schedule-line: Tuesday, at 10.30 o'clock morning: [12, 688, 122, 698]
vessel-name: THE favorite Steamer ENTERPRISE No. 2.: [7, 355, 153, 377]
article: THE Christchurch Press states that a resident of Flaxton who had previously lost the use of one of his eyes, had the second one injured by the glare of light in Ceiling Creek, and for a time was almost entirely blind, though his medical attendants hope he will see again. Another visitor to this shore is said to have suffered partial loss of eyesight from a like cause.: [316, 980, 464, 1090]
tide-cell: 6 52: [288, 72, 308, 83]
dateline: LONDON, February 3.: [544, 1337, 619, 1347]
schedule-line: Saturday, at 11 o'clock night: [12, 387, 103, 397]
article: A difference has arisen between Pittman, the agent of the Australian cricketers, and the Auckland management committee, through Pittman objecting to the terms accepted by Halifax in Dunedin on behalf of the cricketers, that Auckland shall receive a quarter of the takings and a lump sum of £50. The dispute will not interfere with the match.: [471, 571, 619, 680]
article: In our next we will give a short account of the establishment of the feudal system in England.: [948, 176, 1108, 209]
clothing-ad-agents: Agents for the Celebrated WERTHEIM Hand and Treadle MACHINES.: [161, 550, 309, 583]
tide-header-cell: Even.: [240, 51, 263, 62]
